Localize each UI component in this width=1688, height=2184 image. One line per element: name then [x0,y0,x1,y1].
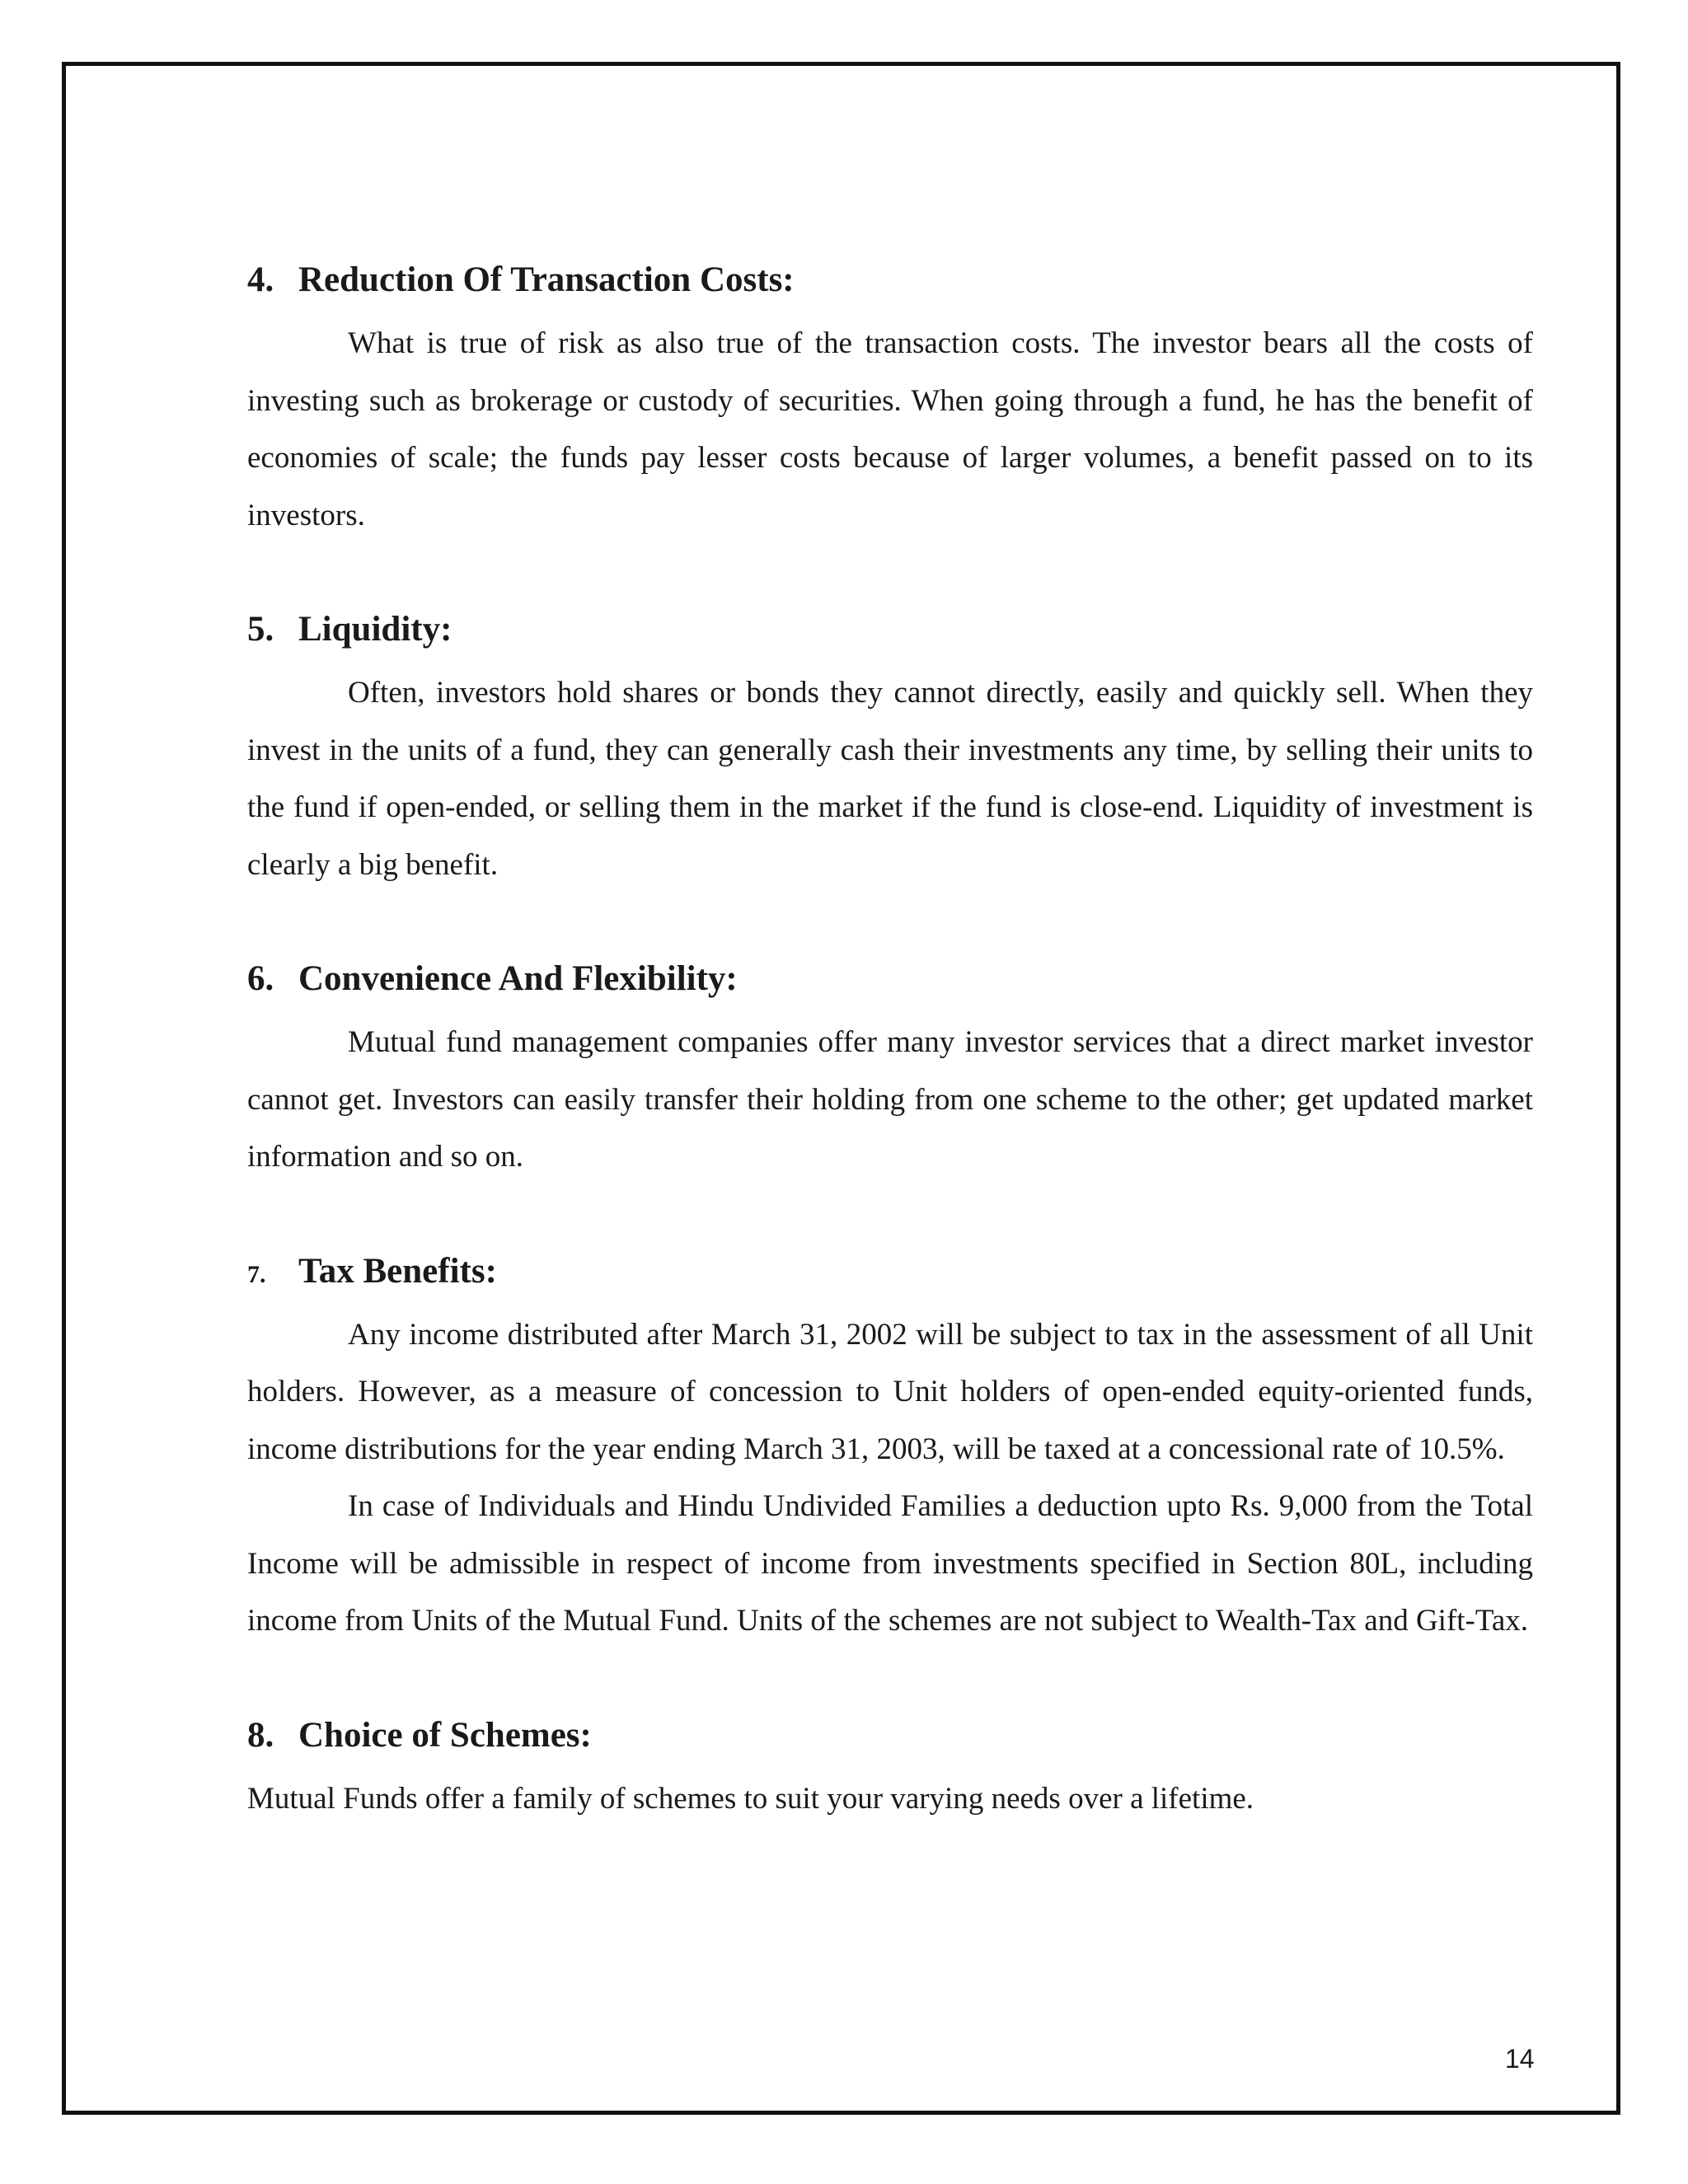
section-number: 8. [247,1715,274,1755]
section-convenience [247,944,1533,1186]
section-heading [247,246,1533,315]
section-title: Choice of Schemes: [298,1715,592,1755]
section-number: 6. [247,959,274,998]
section-title: Liquidity: [298,610,452,649]
section-heading [247,1701,1533,1770]
section-choice-of-schemes [247,1701,1533,1828]
section-paragraph: Mutual fund management companies offer many investor services that a direct market investor cannot get. Investors can easily transfer their holding from one scheme to the other; get updated market information and so on. [247,1025,1533,1174]
section-paragraph: Mutual Funds offer a family of schemes to suit your varying needs over a lifetime. [247,1781,1254,1816]
section-paragraph: What is true of risk as also true of the transaction costs. The investor bears all the costs of investing such as brokerage or custody of securities. When going through a fund, he has the benefit of economies of scale; the funds pay lesser costs because of larger volumes, a benefit passed on to its investors. [247,326,1533,532]
section-title: Tax Benefits: [298,1251,497,1291]
section-title: Reduction Of Transaction Costs: [298,260,795,299]
section-paragraph: In case of Individuals and Hindu Undivided Families a deduction upto Rs. 9,000 from the Total Income will be admissible in respect of income from investments specified in Section 80L, including income from Units of the Mutual Fund. Units of the schemes are not subject to Wealth-Tax and Gift-Tax. [247,1489,1533,1638]
section-transaction-costs [247,246,1533,544]
section-number: 5. [247,610,274,649]
section-title: Convenience And Flexibility: [298,959,738,998]
page-number: 14 [1505,2044,1535,2074]
section-number: 4. [247,260,274,299]
section-liquidity [247,595,1533,893]
section-heading [247,1237,1533,1306]
section-tax-benefits [247,1237,1533,1650]
section-heading [247,944,1533,1014]
section-paragraph: Often, investors hold shares or bonds they cannot directly, easily and quickly sell. When they invest in the units of a fund, they can generally cash their investments any time, by selling their units to the fund if open-ended, or selling them in the market if the fund is close-end. Liquidity of investment is clearly a big benefit. [247,676,1533,882]
document-body [247,246,1533,1827]
section-heading [247,595,1533,664]
section-number: 7. [247,1260,266,1288]
section-paragraph: Any income distributed after March 31, 2002 will be subject to tax in the assessment of all Unit holders. However, as a measure of concession to Unit holders of open-ended equity-oriented funds, income distributions for the year ending March 31, 2003, will be taxed at a concessional rate of 10.5%. [247,1317,1533,1466]
